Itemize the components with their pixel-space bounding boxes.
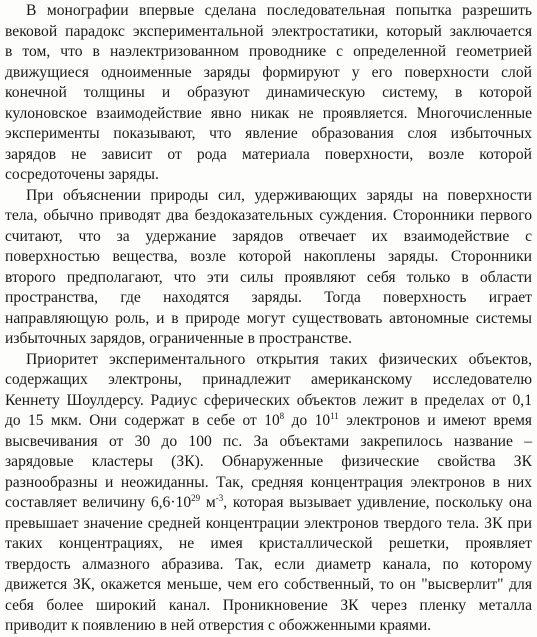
text-line: тела, обычно приводят два бездоказательных суждения. Сторонники первого xyxy=(5,207,532,224)
text-line: Приоритет экспериментального открытия таких физических объектов, xyxy=(26,350,532,368)
paragraph-2 xyxy=(5,186,532,350)
text-line: вековой парадокс экспериментальной электростатики, который заключается xyxy=(5,22,532,40)
text-line: сосредоточены заряды. xyxy=(5,166,159,183)
text-segment: , которая вызывает удивление, поскольку она xyxy=(223,494,532,511)
text-line: направляющую роль, и в природе могут существовать автономные системы xyxy=(5,309,532,327)
text-line: второго предполагают, что эти силы проявляют себя только в области xyxy=(5,268,532,286)
paragraph-3 xyxy=(5,350,532,637)
text-line-with-exponents xyxy=(5,493,532,514)
text-line: считают, что за удержание зарядов отвечает их взаимодействие с xyxy=(5,227,532,245)
text-line: движется ЗК, окажется меньше, чем его собственный, то он "высверлит" для xyxy=(5,576,532,593)
paragraph-1 xyxy=(5,1,532,186)
text-line: конечной толщины и образуют динамическую систему, в которой xyxy=(5,84,532,101)
text-line: эксперименты показывают, что явление образования слоя избыточных xyxy=(5,125,532,142)
text-line: Кеннету Шоулдерсу. Радиус сферических объектов лежит в пределах от 0,1 xyxy=(5,391,532,409)
text-line: зарядовые кластеры (ЗК). Обнаруженные физические свойства ЗК xyxy=(5,453,532,470)
text-line: приводит к появлению в ней отверстия с обожженными краями. xyxy=(5,617,432,634)
text-line: высвечивания от 30 до 100 пс. За объектами закрепилось название – xyxy=(5,432,532,450)
exponent: 8 xyxy=(279,411,285,421)
text-line: таких концентрациях, не имея кристаллической решетки, проявляет xyxy=(5,535,532,552)
text-line: разнообразны и неожиданны. Так, средняя концентрация электронов в них xyxy=(5,473,532,491)
exponent: 11 xyxy=(330,411,339,421)
text-segment: до 10 xyxy=(284,412,331,429)
text-line: содержащих электроны, принадлежит американскому исследователю xyxy=(5,371,532,388)
text-line-with-exponents xyxy=(5,411,532,432)
text-segment: до 15 мкм. Они содержат в себе от 10 xyxy=(5,412,280,429)
text-segment: электронов и имеют время xyxy=(338,412,532,429)
text-line: твердость алмазного абразива. Так, если диаметр канала, по которому xyxy=(5,555,532,573)
exponent: -3 xyxy=(215,493,224,503)
text-line: в том, что в наэлектризованном проводнике с определенной геометрией xyxy=(5,43,532,60)
text-line: себя более широкий канал. Проникновение ЗК через пленку металла xyxy=(5,596,532,614)
text-line: В монографии впервые сделана последовательная попытка разрешить xyxy=(26,2,532,19)
text-segment: составляет величину 6,6·10 xyxy=(5,494,192,511)
text-line: превышает значение средней концентрации электронов твердого тела. ЗК при xyxy=(5,514,532,532)
text-line: зарядов не зависит от рода материала поверхности, возле которой xyxy=(5,145,532,163)
text-line: поверхностью вещества, возле которой накоплены заряды. Сторонники xyxy=(5,248,532,265)
text-line: пространства, где находятся заряды. Тогда поверхность играет xyxy=(5,289,532,306)
text-line: избыточных зарядов, ограниченные в пространстве. xyxy=(5,330,352,347)
exponent: 29 xyxy=(191,493,201,503)
text-line: движущиеся одноименные заряды формируют у его поверхности слой xyxy=(5,63,532,81)
text-segment: м xyxy=(200,494,216,511)
text-line: кулоновское взаимодействие явно никак не проявляется. Многочисленные xyxy=(5,104,532,122)
text-line: При объяснении природы сил, удерживающих заряды на поверхности xyxy=(26,186,532,204)
